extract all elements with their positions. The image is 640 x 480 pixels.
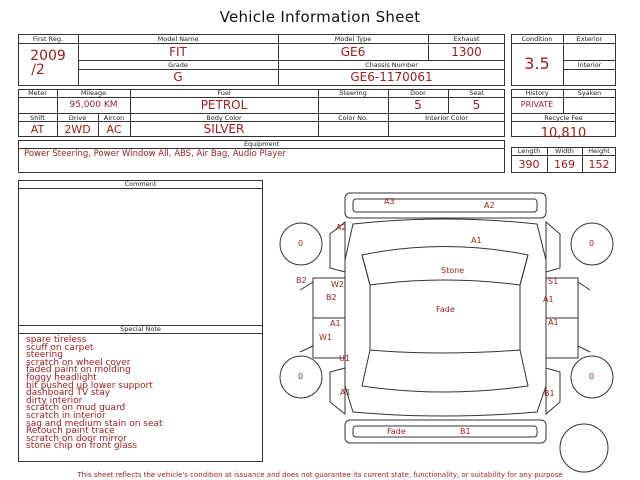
model-name-label: Model Name	[157, 35, 199, 43]
damage-windshield: Stone	[441, 266, 465, 275]
drive-value: 2WD	[64, 123, 91, 136]
history-value: PRIVATE	[520, 100, 554, 109]
interior-color-label: Interior Color	[425, 114, 468, 122]
length-label: Length	[517, 147, 541, 155]
special-note-item: scratch on mud guard	[26, 403, 126, 414]
equipment-value: Power Steering, Power Window All, ABS, Air Bag, Audio Player	[24, 149, 287, 159]
mileage-label: Mileage	[80, 89, 107, 97]
tire-rear-right-value: 0	[589, 372, 595, 381]
special-note-item: foggy headlight	[26, 373, 97, 383]
seat-value: 5	[472, 98, 481, 112]
damage-rear-b1: B1	[460, 427, 471, 436]
syaken-label: Syaken	[577, 89, 602, 97]
damage-hood-a1: A1	[471, 236, 482, 245]
aircon-label: Aircon	[103, 114, 125, 122]
interior-label: Interior	[577, 61, 602, 69]
shift-value: AT	[30, 123, 45, 136]
special-note-item: bit pushed up lower support	[26, 380, 153, 391]
meter-label: Meter	[28, 89, 47, 97]
special-note-item: sag and medium stain on seat	[26, 418, 163, 429]
damage-left-b2: B2	[326, 293, 337, 302]
front-bumper-shape	[345, 193, 546, 218]
damage-front-a2: A2	[484, 201, 495, 210]
special-note-item: Retouch paint trace	[26, 426, 115, 437]
damage-roof: Fade	[436, 305, 455, 314]
special-note-item: spare tireless	[26, 335, 87, 345]
exhaust-label: Exhaust	[453, 35, 480, 43]
special-note-item: scratch in interior	[26, 411, 106, 421]
tire-front-right-value: 0	[589, 239, 595, 248]
special-note-item: steering	[26, 350, 63, 361]
width-value: 169	[554, 158, 575, 171]
mileage-value: 95,000 KM	[69, 100, 118, 110]
chassis-number-label: Chassis Number	[365, 61, 418, 69]
body-color-value: SILVER	[203, 122, 245, 136]
spare-tire-shape	[560, 424, 608, 472]
special-note-item: dashboard TV stay	[26, 388, 111, 399]
fuel-label: Fuel	[217, 89, 231, 97]
special-note-item: faded paint on molding	[26, 365, 131, 376]
color-no-label: Color No.	[338, 114, 368, 122]
door-label: Door	[410, 89, 426, 97]
grade-label: Grade	[168, 61, 188, 69]
model-name-value: FIT	[169, 45, 187, 59]
disclaimer-footer: This sheet reflects the vehicle's condition at issuance and does not guarantee its current state, functionality, or suitability for any purpose	[77, 471, 563, 479]
special-note-label: Special Note	[120, 325, 161, 333]
height-label: Height	[588, 147, 610, 155]
shift-label: Shift	[30, 114, 45, 122]
width-label: Width	[555, 147, 574, 155]
damage-right-s1: S1	[548, 277, 559, 286]
steering-label: Steering	[339, 89, 367, 97]
damage-left-w1: W1	[319, 333, 332, 342]
seat-label: Seat	[469, 89, 484, 97]
exterior-label: Exterior	[576, 35, 603, 43]
body-color-label: Body Color	[206, 114, 242, 122]
grade-value: G	[173, 70, 183, 84]
damage-rear-left-a1: A1	[340, 388, 351, 397]
condition-value: 3.5	[524, 54, 550, 73]
damage-rear-right-b1: B1	[544, 389, 555, 398]
length-value: 390	[518, 158, 540, 171]
recycle-fee-value: 10,810	[540, 126, 587, 141]
body-outline-shape	[345, 219, 546, 416]
special-note-item: stone chip on front glass	[26, 441, 138, 452]
first-reg-label: First Reg.	[32, 35, 64, 43]
aircon-value: AC	[106, 123, 122, 136]
damage-right-a1: A1	[548, 318, 559, 327]
special-note-item: dirty interior	[26, 395, 83, 406]
exhaust-value: 1300	[451, 45, 482, 59]
damage-left-u1: U1	[339, 354, 350, 363]
damage-left-w2: W2	[331, 280, 344, 289]
recycle-fee-label: Recycle Fee	[544, 114, 583, 122]
first-reg-year: 2009	[30, 48, 66, 64]
damage-left-a2: A2	[336, 223, 347, 232]
door-value: 5	[414, 98, 422, 112]
special-note-item: scratch on wheel cover	[26, 357, 131, 368]
damage-right-a1-top: A1	[543, 295, 554, 304]
rear-bumper-shape	[345, 420, 546, 443]
sheet-title: Vehicle Information Sheet	[219, 8, 421, 26]
tire-front-left-value: 0	[298, 239, 304, 248]
history-label: History	[525, 89, 549, 97]
damage-rear-fade: Fade	[387, 427, 406, 436]
damage-left-b2-edge: B2	[296, 276, 307, 285]
equipment-label: Equipment	[243, 140, 280, 148]
comment-label: Comment	[124, 180, 157, 188]
condition-label: Condition	[521, 35, 553, 43]
model-type-value: GE6	[340, 45, 366, 59]
damage-front-a3: A3	[384, 197, 395, 206]
height-value: 152	[588, 158, 610, 171]
special-note-item: scratch on door mirror	[26, 433, 127, 444]
drive-label: Drive	[68, 114, 87, 122]
tire-rear-left-value: 0	[298, 372, 304, 381]
fuel-value: PETROL	[200, 98, 248, 112]
damage-left-a1: A1	[330, 319, 341, 328]
model-type-label: Model Type	[334, 35, 372, 43]
special-note-item: scuff on carpet	[26, 342, 94, 353]
first-reg-month: /2	[31, 62, 45, 78]
chassis-number-value: GE6-1170061	[350, 70, 433, 84]
